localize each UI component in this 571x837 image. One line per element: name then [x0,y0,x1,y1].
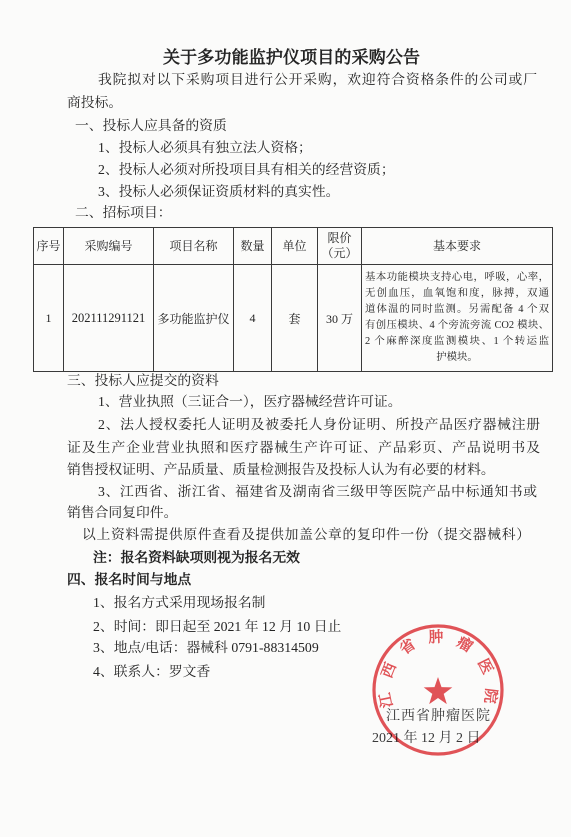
header-no: 序号 [34,228,64,265]
header-requirements: 基本要求 [362,228,553,265]
section4-heading: 四、报名时间与地点 [67,572,192,587]
materials-note: 以上资料需提供原件查看及提供加盖公章的复印件一份（提交器械科） [82,527,530,542]
intro-line: 我院拟对以下采购项目进行公开采购，欢迎符合资格条件的公司或厂 [98,72,537,87]
signature-organization: 江西省肿瘤医院 [386,709,490,724]
section3-item: 3、江西省、浙江省、福建省及湖南省三级甲等医院产品中标通知书或 [98,484,537,499]
cell-unit: 套 [272,265,318,372]
seal-text: 江西省肿瘤医院 [377,629,499,709]
header-unit: 单位 [272,228,318,265]
seal-star-icon [424,677,453,704]
requirements-line: 2 个麻醉深度监测模块、1 个转运监 [365,336,549,347]
section3-item-continuation: 证及生产企业营业执照和医疗器械生产许可证、产品彩页、产品说明书及 [67,440,540,455]
section1-item: 1、投标人必须具有独立法人资格； [98,140,312,155]
doc-title: 关于多功能监护仪项目的采购公告 [163,48,420,67]
intro-line: 商投标。 [67,95,123,110]
procurement-table [33,227,553,372]
section3-heading: 三、投标人应提交的资料 [67,373,219,388]
requirements-line: 无创血压，血氧饱和度，脉搏，双通 [365,288,549,299]
cell-no: 1 [34,265,64,372]
table-row [34,265,553,372]
signature-date: 2021 年 12 月 2 日 [372,731,481,746]
official-seal [370,622,506,758]
invalid-registration-note: 注：报名资料缺项则视为报名无效 [93,550,300,565]
section3-item: 2、法人授权委托人证明及被委托人身份证明、所投产品医疗器械注册 [98,417,540,432]
header-price-unit: （元） [321,246,358,260]
section4-item: 2、时间：即日起至 2021 年 12 月 10 日止 [93,619,342,634]
header-code: 采购编号 [64,228,154,265]
section3-item-continuation: 销售合同复印件。 [67,505,178,520]
cell-code: 202111291121 [64,265,154,372]
cell-qty: 4 [234,265,272,372]
section1-item: 2、投标人必须对所投项目具有相关的经营资质； [98,162,395,177]
cell-requirements [362,265,553,372]
section4-item: 4、联系人：罗文香 [93,664,211,679]
header-qty: 数量 [234,228,272,265]
header-name: 项目名称 [154,228,234,265]
header-price [318,228,362,265]
section3-item-continuation: 销售授权证明、产品质量、质量检测报告及投标人认为有必要的材料。 [67,462,495,477]
cell-name: 多功能监护仪 [154,265,234,372]
cell-price: 30 万 [318,265,362,372]
requirements-line: 基本功能模块支持心电，呼吸，心率， [365,272,549,283]
section2-heading: 二、招标项目： [75,205,172,220]
requirements-line: 道体温的同时监测。另需配备 4 个双 [365,304,549,315]
header-price-label: 限价 [327,231,352,245]
section4-item: 1、报名方式采用现场报名制 [93,595,266,610]
section1-item: 3、投标人必须保证资质材料的真实性。 [98,184,340,199]
requirements-line: 有创压模块、4 个旁流旁流 CO2 模块、 [365,320,549,331]
section3-item: 1、营业执照（三证合一），医疗器械经营许可证。 [98,394,402,409]
section4-item: 3、地点/电话：器械科 0791-88314509 [93,640,319,655]
requirements-line: 护模块。 [436,352,478,363]
section1-heading: 一、投标人应具备的资质 [75,118,227,133]
table-header-row [34,228,553,265]
